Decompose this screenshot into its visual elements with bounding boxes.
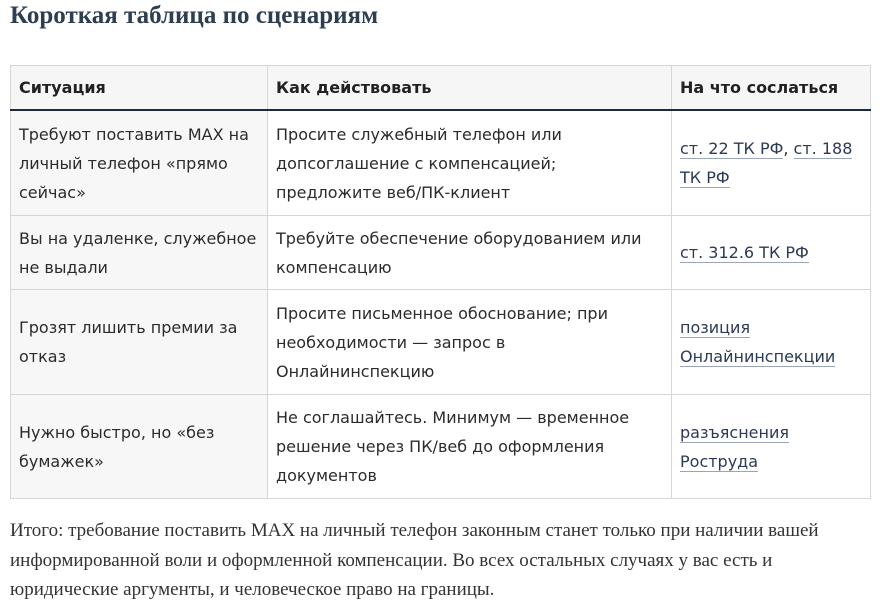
situation-cell: Грозят лишить премии за отказ [11, 290, 268, 395]
reference-link-st22[interactable]: ст. 22 ТК РФ [680, 139, 784, 158]
situation-cell: Нужно быстро, но «без бумажек» [11, 395, 268, 499]
column-header-action: Как действовать [268, 66, 672, 111]
situation-cell: Вы на удаленке, служебное не выдали [11, 216, 268, 290]
action-cell: Просите письменное обоснование; при необходимости — запрос в Онлайнинспекцию [268, 290, 672, 395]
scenarios-table [10, 65, 871, 499]
action-cell: Не соглашайтесь. Минимум — временное решение через ПК/веб до оформления документов [268, 395, 672, 499]
action-cell: Требуйте обеспечение оборудованием или компенсацию [268, 216, 672, 290]
table-header-row [11, 66, 871, 111]
table-row [11, 216, 871, 290]
reference-link-rostrud[interactable]: разъяснения Роструда [680, 422, 789, 471]
reference-cell [672, 395, 871, 499]
column-header-situation: Ситуация [11, 66, 268, 111]
reference-link-st188[interactable]: ст. 188 ТК РФ [680, 139, 853, 187]
column-header-reference: На что сослаться [672, 66, 871, 111]
summary-paragraph: Итого: требование поставить MAX на личный телефон законным станет только при наличии вашей информированной воли и оформленной компенсации. Во всех остальных случаях у вас есть и юридические аргументы, и человеческое право на границы. [10, 520, 819, 600]
reference-link-st312-6[interactable]: ст. 312.6 ТК РФ [680, 243, 809, 262]
reference-link-onlineinspection[interactable]: позиция Онлайнинспекции [680, 318, 836, 366]
table-row [11, 395, 871, 499]
section-heading: Короткая таблица по сценариям [10, 2, 379, 29]
table-row [11, 290, 871, 395]
table-row [11, 110, 871, 216]
action-cell: Просите служебный телефон или допсоглашение с компенсацией; предложите веб/ПК-клиент [268, 110, 672, 216]
reference-cell [672, 110, 871, 216]
reference-separator: , [783, 139, 794, 158]
situation-cell: Требуют поставить MAX на личный телефон «прямо сейчас» [11, 110, 268, 216]
reference-cell [672, 216, 871, 290]
reference-cell [672, 290, 871, 395]
